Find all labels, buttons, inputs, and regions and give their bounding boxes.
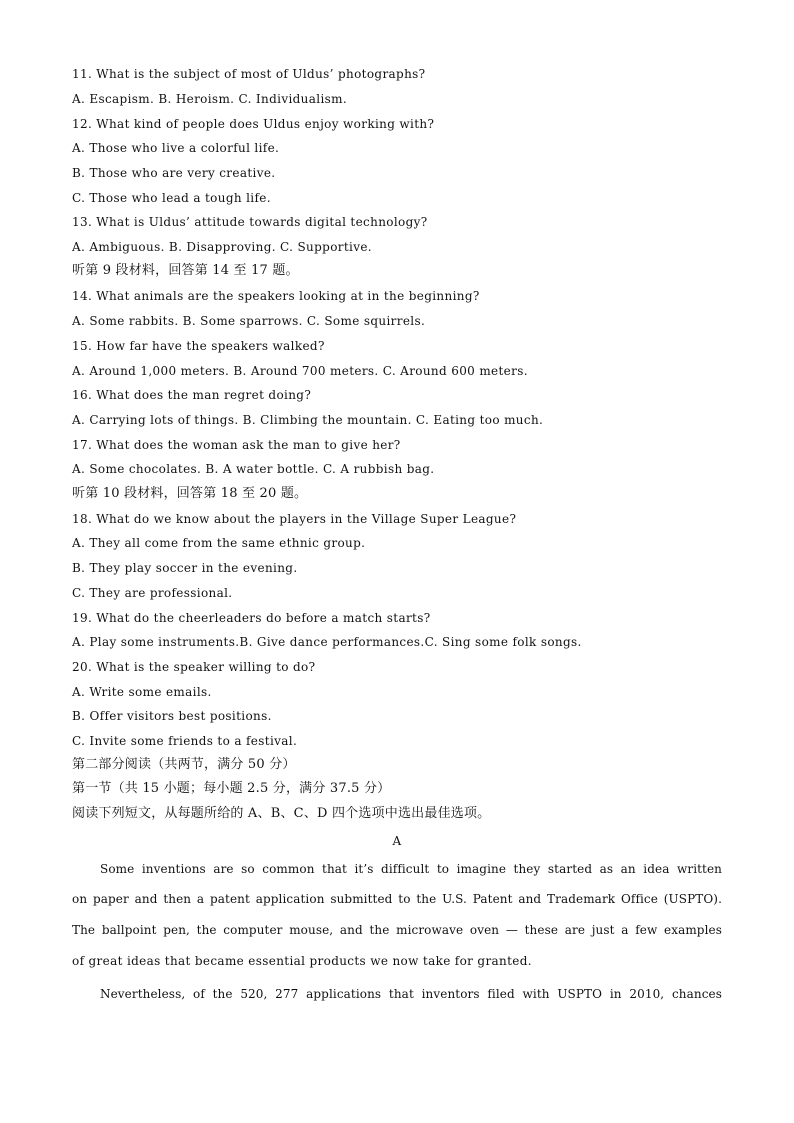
part-two-heading: 第二部分阅读（共两节，满分 50 分） bbox=[72, 757, 296, 772]
question-11: 11. What is the subject of most of Uldus’ photographs? bbox=[72, 67, 426, 81]
options-19: A. Play some instruments.B. Give dance performances.C. Sing some folk songs. bbox=[72, 635, 582, 649]
option-12a: A. Those who live a colorful life. bbox=[72, 141, 280, 155]
question-20: 20. What is the speaker willing to do? bbox=[72, 660, 316, 674]
passage-heading: A bbox=[392, 834, 402, 848]
question-14: 14. What animals are the speakers looking at in the beginning? bbox=[72, 289, 480, 303]
options-16: A. Carrying lots of things. B. Climbing the mountain. C. Eating too much. bbox=[72, 413, 544, 427]
options-15: A. Around 1,000 meters. B. Around 700 meters. C. Around 600 meters. bbox=[72, 364, 528, 378]
question-13: 13. What is Uldus’ attitude towards digital technology? bbox=[72, 215, 428, 229]
options-14: A. Some rabbits. B. Some sparrows. C. Some squirrels. bbox=[72, 314, 426, 328]
option-18b: B. They play soccer in the evening. bbox=[72, 561, 298, 575]
passage-line: on paper and then a patent application submitted to the U.S. Patent and Trademark Office (USPTO). bbox=[72, 892, 722, 906]
passage-line: of great ideas that became essential products we now take for granted. bbox=[72, 954, 532, 968]
option-18c: C. They are professional. bbox=[72, 586, 233, 600]
option-18a: A. They all come from the same ethnic group. bbox=[72, 536, 366, 550]
question-18: 18. What do we know about the players in the Village Super League? bbox=[72, 512, 517, 526]
question-19: 19. What do the cheerleaders do before a match starts? bbox=[72, 611, 431, 625]
question-17: 17. What does the woman ask the man to give her? bbox=[72, 438, 401, 452]
passage-line: Nevertheless, of the 520, 277 applications that inventors filed with USPTO in 2010, chances bbox=[100, 987, 722, 1001]
option-20b: B. Offer visitors best positions. bbox=[72, 709, 272, 723]
option-20a: A. Write some emails. bbox=[72, 685, 212, 699]
reading-instruction: 阅读下列短文，从每题所给的 A、B、C、D 四个选项中选出最佳选项。 bbox=[72, 806, 491, 821]
passage-line: Some inventions are so common that it’s difficult to imagine they started as an idea written bbox=[100, 862, 722, 876]
question-15: 15. How far have the speakers walked? bbox=[72, 339, 325, 353]
question-12: 12. What kind of people does Uldus enjoy working with? bbox=[72, 117, 435, 131]
question-16: 16. What does the man regret doing? bbox=[72, 388, 312, 402]
section-instruction-10: 听第 10 段材料，回答第 18 至 20 题。 bbox=[72, 486, 308, 501]
option-20c: C. Invite some friends to a festival. bbox=[72, 734, 298, 748]
passage-line: The ballpoint pen, the computer mouse, and the microwave oven — these are just a few examples bbox=[72, 923, 722, 937]
option-12b: B. Those who are very creative. bbox=[72, 166, 276, 180]
option-12c: C. Those who lead a tough life. bbox=[72, 191, 271, 205]
section-one-heading: 第一节（共 15 小题；每小题 2.5 分，满分 37.5 分） bbox=[72, 781, 391, 796]
options-11: A. Escapism. B. Heroism. C. Individualism. bbox=[72, 92, 348, 106]
section-instruction-9: 听第 9 段材料，回答第 14 至 17 题。 bbox=[72, 263, 299, 278]
options-17: A. Some chocolates. B. A water bottle. C. A rubbish bag. bbox=[72, 462, 435, 476]
options-13: A. Ambiguous. B. Disapproving. C. Supportive. bbox=[72, 240, 372, 254]
